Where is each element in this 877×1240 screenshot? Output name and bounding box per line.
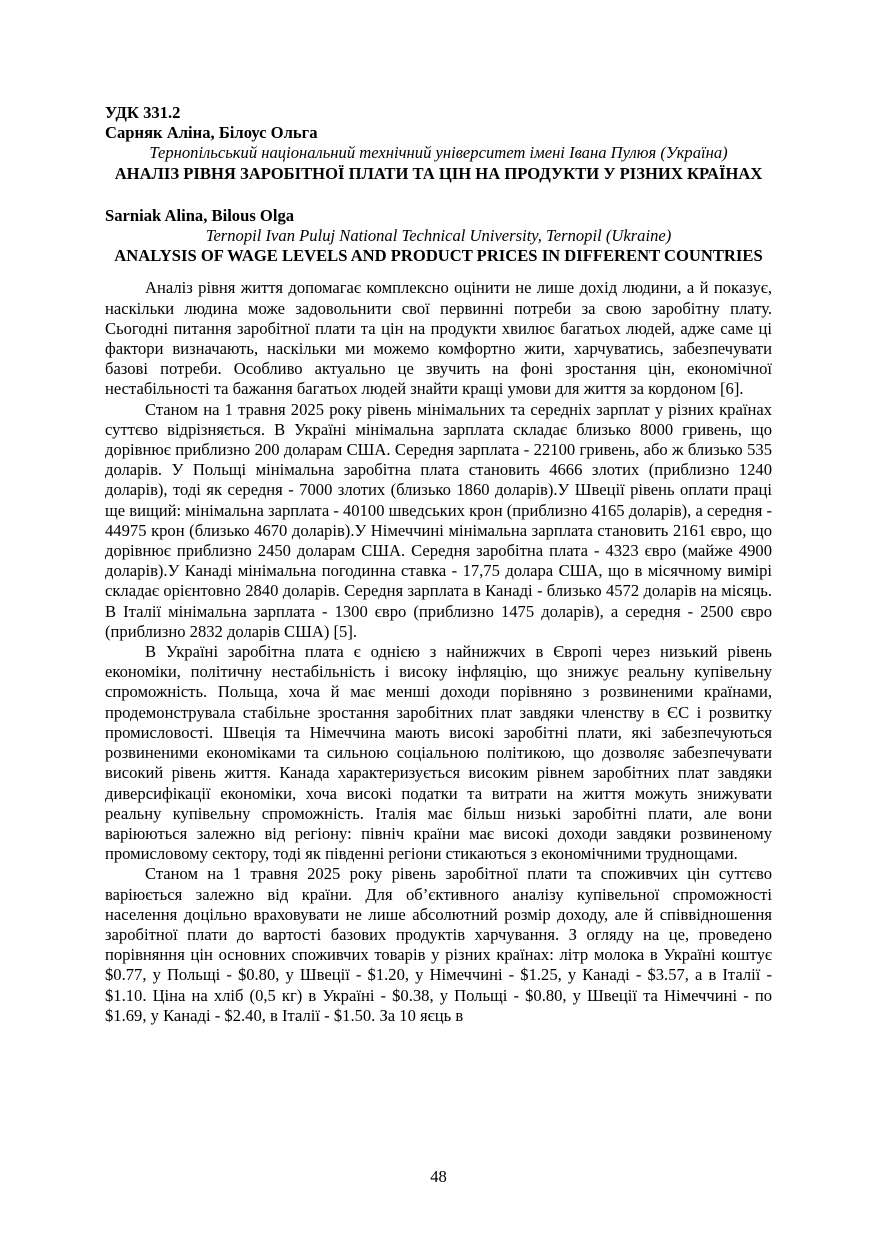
paragraph: В Україні заробітна плата є однією з найнижчих в Європі через низький рівень економіки, політичну нестабільність і високу інфляцію, що знижує реальну купівельну спроможність. Польща, хоча й має менші доходи порівняно з розвиненими країнами, продемонструвала стабільне зростання заробітних плат завдяки членству в ЄС і розвитку промисловості. Швеція та Німеччина мають високі заробітні плати, які забезпечуються розвиненими економіками та сильною соціальною політикою, що дозволяє забезпечувати високий рівень життя. Канада характеризується високим рівнем заробітних плат завдяки диверсифікації економіки, хоча високі податки та витрати на життя можуть знижувати реальну купівельну спроможність. Італія має більш низькі заробітні плати, але вони варіюються залежно від регіону: північ країни має високі доходи завдяки розвиненому промисловому сектору, тоді як південні регіони стикаються з економічними труднощами.	[105, 642, 772, 864]
title-en: ANALYSIS OF WAGE LEVELS AND PRODUCT PRICES IN DIFFERENT COUNTRIES	[114, 246, 763, 266]
article-body	[105, 103, 772, 1026]
spacer	[105, 184, 772, 206]
authors-ua: Сарняк Аліна, Білоус Ольга	[105, 123, 318, 143]
paragraph: Станом на 1 травня 2025 року рівень мінімальних та середніх зарплат у різних країнах суттєво відрізняється. В Україні мінімальна зарплата складає близько 8000 гривень, що дорівнює приблизно 200 доларам США. Середня зарплата - 22100 гривень, або ж близько 535 доларів. У Польщі мінімальна заробітна плата становить 4666 злотих (приблизно 1240 доларів), тоді як середня - 7000 злотих (близько 1860 доларів).У Швеції рівень оплати праці ще вищий: мінімальна зарплата - 40100 шведських крон (приблизно 4165 доларів), а середня - 44975 крон (близько 4670 доларів).У Німеччині мінімальна зарплата становить 2161 євро, що дорівнює приблизно 2450 доларам США. Середня заробітна плата - 4323 євро (майже 4900 доларів).У Канаді мінімальна погодинна ставка - 17,75 долара США, що в місячному вимірі складає орієнтовно 2840 доларів. Середня зарплата в Канаді - близько 4572 доларів на місяць. В Італії мінімальна зарплата - 1300 євро (приблизно 1475 доларів), а середня - 2500 євро (приблизно 2832 доларів США) [5].	[105, 399, 772, 641]
paragraph: Станом на 1 травня 2025 року рівень заробітної плати та споживчих цін суттєво варіюється залежно від країни. Для об’єктивного аналізу купівельної спроможності населення доцільно враховувати не лише абсолютний розмір доходу, але й співвідношення заробітної плати до вартості базових продуктів харчування. З огляду на це, проведено порівняння цін основних споживчих товарів у різних країнах: літр молока в Україні коштує $0.77, у Польщі - $0.80, у Швеції - $1.20, у Німеччині - $1.25, у Канаді - $3.57, а в Італії - $1.10. Ціна на хліб (0,5 кг) в Україні - $0.38, у Польщі - $0.80, у Швеції та Німеччині - по $1.69, у Канаді - $2.40, в Італії - $1.50. За 10 яєць в	[105, 864, 772, 1025]
title-ua: АНАЛІЗ РІВНЯ ЗАРОБІТНОЇ ПЛАТИ ТА ЦІН НА ПРОДУКТИ У РІЗНИХ КРАЇНАХ	[114, 163, 763, 183]
affiliation-en: Ternopil Ivan Puluj National Technical University, Ternopil (Ukraine)	[205, 226, 672, 246]
authors-en: Sarniak Alina, Bilous Olga	[105, 205, 295, 225]
page-number: 48	[430, 1167, 447, 1186]
udc-code: УДК 331.2	[105, 103, 181, 122]
paragraph: Аналіз рівня життя допомагає комплексно оцінити не лише дохід людини, а й показує, наскільки людина може задовольнити свої первинні потреби за свою заробітну плату. Сьогодні питання заробітної плати та цін на продукти хвилює багатьох людей, адже саме ці фактори визначають, наскільки ми можемо комфортно жити, харчуватись, забезпечувати базові потреби. Особливо актуально це звучить на фоні зростання цін, економічної нестабільності та бажання багатьох людей знайти кращі умови для життя за кордоном [6].	[105, 278, 772, 399]
affiliation-ua: Тернопільський національний технічний університет імені Івана Пулюя (Україна)	[149, 143, 728, 163]
spacer	[105, 266, 772, 278]
